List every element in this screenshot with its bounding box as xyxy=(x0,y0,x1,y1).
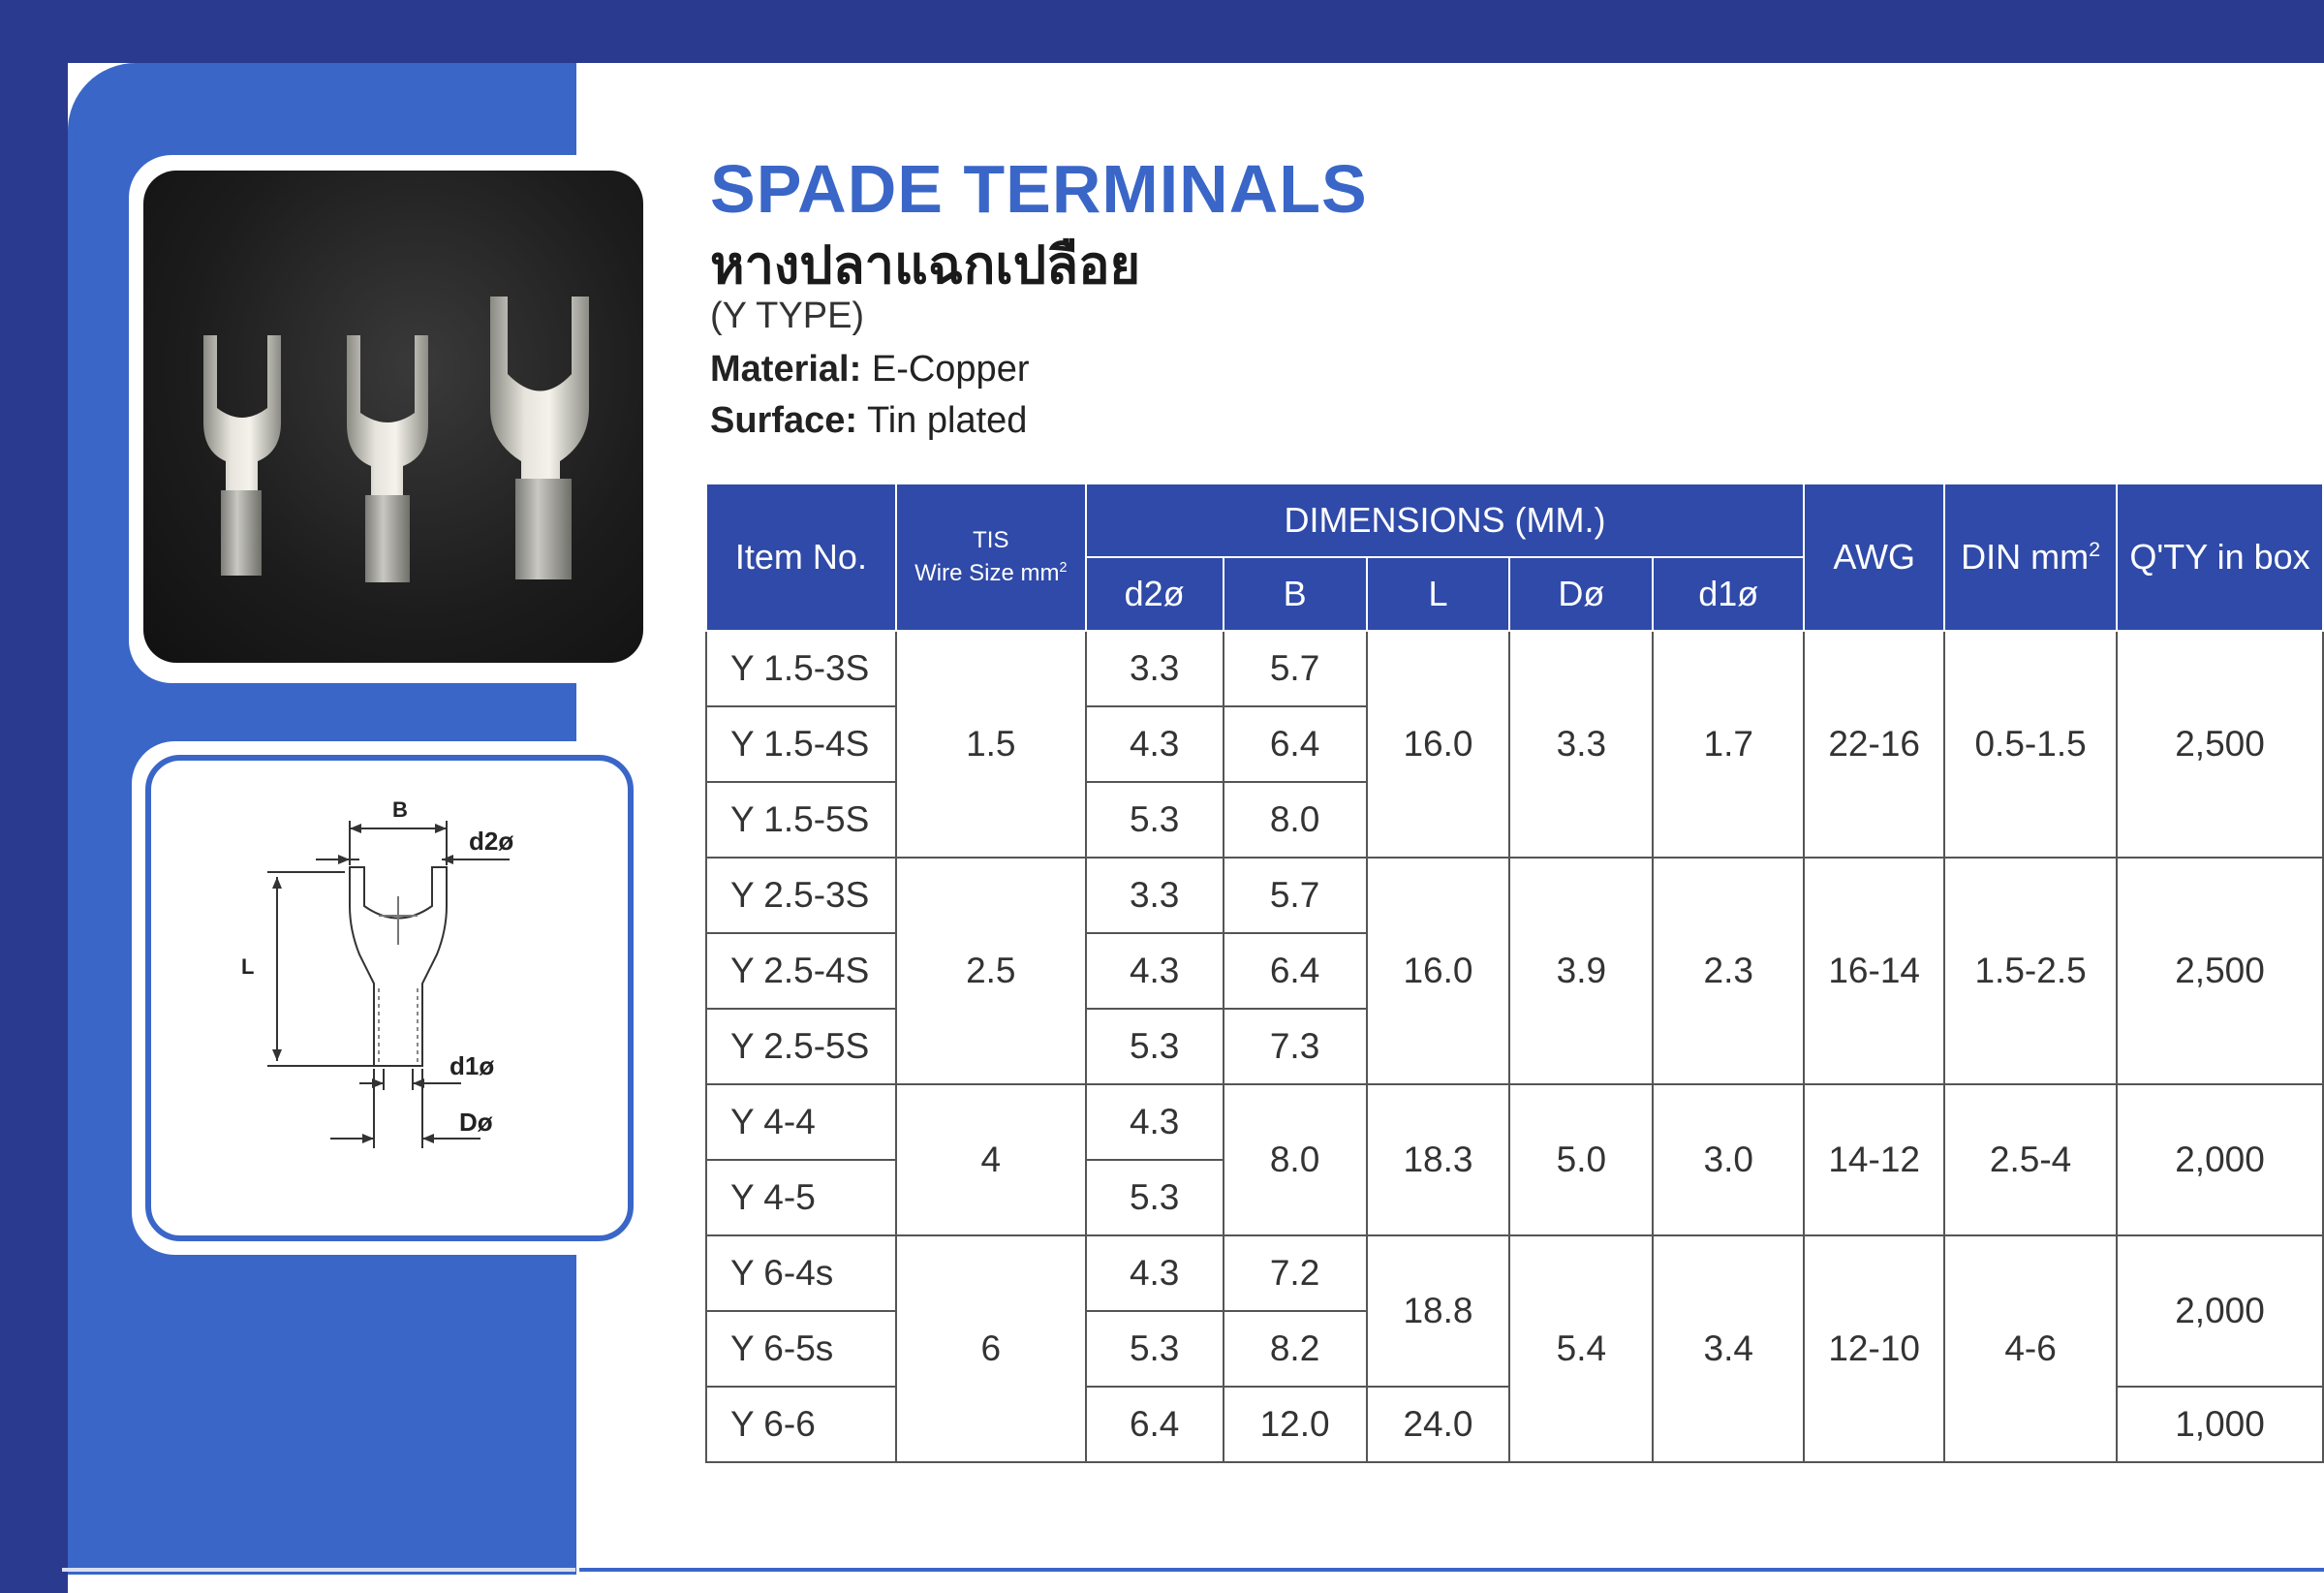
cell-wire: 2.5 xyxy=(896,858,1086,1084)
cell-awg: 12-10 xyxy=(1804,1235,1944,1462)
cell-item: Y 6-6 xyxy=(706,1387,896,1462)
cell-b: 6.4 xyxy=(1224,706,1367,782)
cell-d2: 4.3 xyxy=(1086,1084,1224,1160)
cell-wire: 4 xyxy=(896,1084,1086,1235)
cell-qty: 2,500 xyxy=(2117,631,2323,858)
cell-item: Y 1.5-4S xyxy=(706,706,896,782)
cell-d2: 4.3 xyxy=(1086,706,1224,782)
spade-terminal-small xyxy=(203,335,281,576)
cell-item: Y 2.5-4S xyxy=(706,933,896,1009)
left-band xyxy=(0,0,68,1593)
cell-item: Y 4-5 xyxy=(706,1160,896,1235)
drawing-label-l: L xyxy=(241,954,255,979)
material-value: E-Copper xyxy=(871,349,1030,390)
cell-qty: 2,000 xyxy=(2117,1084,2323,1235)
cell-b: 7.3 xyxy=(1224,1009,1367,1084)
header-dd: Dø xyxy=(1509,557,1653,631)
header-din: DIN $mm^2$ xyxy=(1944,484,2117,631)
cell-b: 7.2 xyxy=(1224,1235,1367,1311)
cell-b: 8.2 xyxy=(1224,1311,1367,1387)
cell-dd: 5.4 xyxy=(1509,1235,1653,1462)
cell-item: Y 2.5-3S xyxy=(706,858,896,933)
cell-item: Y 2.5-5S xyxy=(706,1009,896,1084)
cell-item: Y 4-4 xyxy=(706,1084,896,1160)
table-row xyxy=(706,1235,2323,1311)
cell-l: 18.3 xyxy=(1367,1084,1510,1235)
cell-din: 0.5-1.5 xyxy=(1944,631,2117,858)
cell-qty: 1,000 xyxy=(2117,1387,2323,1462)
cell-b: 5.7 xyxy=(1224,858,1367,933)
type-label: (Y TYPE) xyxy=(710,296,865,336)
cell-d2: 3.3 xyxy=(1086,858,1224,933)
cell-d1: 3.4 xyxy=(1653,1235,1804,1462)
cell-l: 24.0 xyxy=(1367,1387,1510,1462)
cell-item: Y 1.5-3S xyxy=(706,631,896,706)
cell-awg: 16-14 xyxy=(1804,858,1944,1084)
header-tis-top: TIS xyxy=(973,527,1009,553)
cell-item: Y 1.5-5S xyxy=(706,782,896,858)
header-b: B xyxy=(1224,557,1367,631)
cell-d2: 5.3 xyxy=(1086,1311,1224,1387)
cell-b: 12.0 xyxy=(1224,1387,1367,1462)
cell-awg: 14-12 xyxy=(1804,1084,1944,1235)
page-title: SPADE TERMINALS xyxy=(710,151,1368,227)
table-row xyxy=(706,858,2323,933)
drawing-label-d1: d1ø xyxy=(449,1051,495,1080)
surface-value: Tin plated xyxy=(866,400,1028,441)
cell-wire: 6 xyxy=(896,1235,1086,1462)
cell-l: 16.0 xyxy=(1367,631,1510,858)
cell-dd: 3.3 xyxy=(1509,631,1653,858)
spade-terminal-medium xyxy=(347,335,428,582)
header-qty: Q'TY in box xyxy=(2117,484,2323,631)
cell-dd: 5.0 xyxy=(1509,1084,1653,1235)
cell-b: 8.0 xyxy=(1224,782,1367,858)
table-row xyxy=(706,1084,2323,1160)
product-photo xyxy=(143,171,643,663)
header-awg: AWG xyxy=(1804,484,1944,631)
cell-din: 1.5-2.5 xyxy=(1944,858,2117,1084)
drawing-label-d2: d2ø xyxy=(469,827,514,856)
surface-label: Surface: xyxy=(710,400,858,441)
cell-item: Y 6-4s xyxy=(706,1235,896,1311)
header-l: L xyxy=(1367,557,1510,631)
cell-d2: 6.4 xyxy=(1086,1387,1224,1462)
header-tis-bottom: Wire Size $mm^2$ xyxy=(914,560,1068,586)
cell-d2: 4.3 xyxy=(1086,1235,1224,1311)
cell-b: 8.0 xyxy=(1224,1084,1367,1235)
cell-l: 16.0 xyxy=(1367,858,1510,1084)
material-spec xyxy=(710,349,1029,390)
cell-dd: 3.9 xyxy=(1509,858,1653,1084)
cell-d1: 2.3 xyxy=(1653,858,1804,1084)
cell-d2: 3.3 xyxy=(1086,631,1224,706)
cell-qty: 2,500 xyxy=(2117,858,2323,1084)
cell-d1: 3.0 xyxy=(1653,1084,1804,1235)
cell-b: 6.4 xyxy=(1224,933,1367,1009)
cell-qty: 2,000 xyxy=(2117,1235,2323,1387)
thai-subtitle: หางปลาแฉกเปลือย xyxy=(710,234,1141,296)
cell-d2: 5.3 xyxy=(1086,1009,1224,1084)
footer-rule-left xyxy=(62,1568,575,1572)
cell-d2: 5.3 xyxy=(1086,782,1224,858)
cell-d2: 5.3 xyxy=(1086,1160,1224,1235)
cell-din: 2.5-4 xyxy=(1944,1084,2117,1235)
spec-table xyxy=(705,483,2324,1463)
header-d1: d1ø xyxy=(1653,557,1804,631)
top-band xyxy=(0,0,2324,63)
drawing-label-dd: Dø xyxy=(459,1108,493,1137)
technical-drawing xyxy=(145,755,634,1241)
cell-awg: 22-16 xyxy=(1804,631,1944,858)
cell-b: 5.7 xyxy=(1224,631,1367,706)
header-tis xyxy=(896,484,1086,631)
spade-terminal-large xyxy=(490,297,589,579)
table-row xyxy=(706,631,2323,706)
cell-wire: 1.5 xyxy=(896,631,1086,858)
drawing-label-b: B xyxy=(392,797,408,822)
cell-l: 18.8 xyxy=(1367,1235,1510,1387)
cell-d2: 4.3 xyxy=(1086,933,1224,1009)
cell-item: Y 6-5s xyxy=(706,1311,896,1387)
header-item-no: Item No. xyxy=(706,484,896,631)
header-dimensions: DIMENSIONS (MM.) xyxy=(1086,484,1805,557)
surface-spec xyxy=(710,400,1027,442)
header-d2: d2ø xyxy=(1086,557,1224,631)
material-label: Material: xyxy=(710,349,862,390)
footer-rule-right xyxy=(579,1568,2324,1572)
cell-din: 4-6 xyxy=(1944,1235,2117,1462)
cell-d1: 1.7 xyxy=(1653,631,1804,858)
